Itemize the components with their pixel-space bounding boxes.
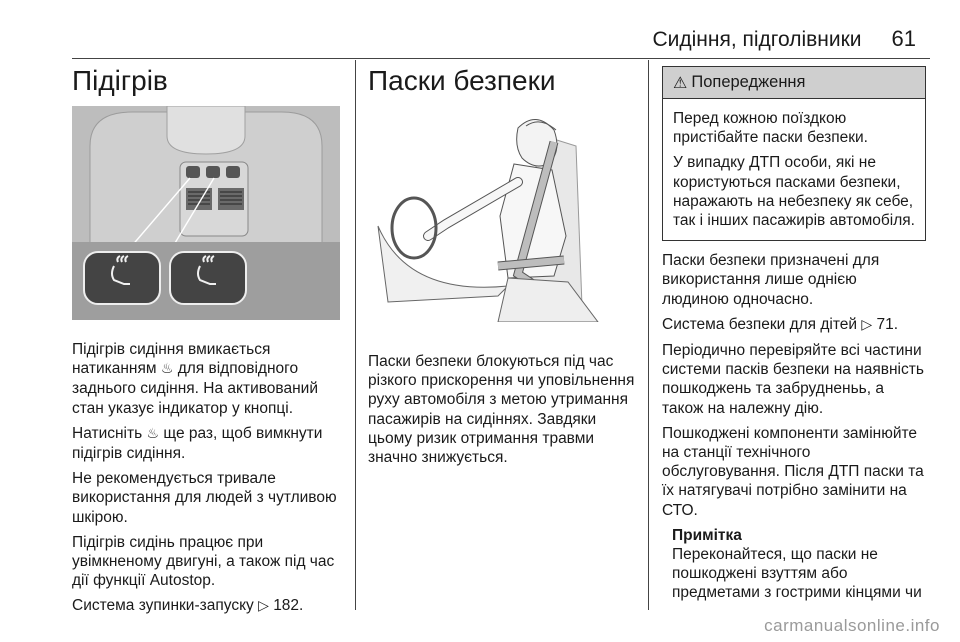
column-seat-belts (368, 60, 636, 473)
paragraph: Натисніть ♨ ще раз, щоб вимкнути підігрів сидіння. (72, 424, 323, 463)
paragraph: Система безпеки для дітей ▷ 71. (662, 315, 899, 333)
warning-title: Попередження (691, 73, 806, 91)
warning-triangle-icon: ⚠ (673, 73, 688, 92)
note-text: Переконайтеся, що паски не пошкоджені взуттям або предметами з гострими кінцями чи (672, 545, 922, 602)
section-title: Сидіння, підголівники (652, 28, 862, 51)
warning-header (663, 67, 925, 99)
paragraph: Пошкоджені компоненти замінюйте на станції технічного обслуговування. Після ДТП паски та їх натягувачі потрібно замінити на СТО. (662, 424, 924, 519)
column-warning (662, 60, 926, 602)
seat-heat-icon: ♨ (146, 425, 160, 442)
watermark: carmanualsonline.info (764, 616, 940, 635)
column-divider (355, 60, 356, 610)
column-heating (72, 60, 342, 623)
paragraph: Не рекомендується тривале використання для людей з чутливою шкірою. (72, 470, 337, 526)
heading-heating: Підігрів (72, 65, 168, 96)
warning-box (662, 66, 926, 241)
page-reference-icon: ▷ (258, 598, 269, 615)
warning-body (663, 99, 925, 240)
page-reference-icon: ▷ (861, 316, 873, 333)
paragraph: Паски безпеки блокуються під час різкого прискорення чи уповільнення руху автомобіля з метою утримання пасажирів на сидіннях. Завдяки цьому ризик отримання травми значно знижується. (368, 353, 635, 467)
rear-console-illustration (72, 106, 340, 320)
seat-belt-illustration (368, 106, 636, 322)
note-block (662, 526, 926, 603)
header-rule (72, 58, 930, 59)
note-title: Примітка (672, 526, 742, 544)
heading-seat-belts: Паски безпеки (368, 65, 556, 96)
paragraph: Підігрів сидінь працює при увімкненому двигуні, а також під час дії функції Autostop. (72, 533, 335, 590)
paragraph: Періодично перевіряйте всі частини системи пасків безпеки на наявність пошкоджень та забрудненьь, а також на належну дію. (662, 342, 924, 417)
paragraph: Перед кожною поїздкою пристібайте паски безпеки. (673, 110, 868, 147)
column-divider (648, 60, 649, 610)
page-number: 61 (891, 26, 916, 51)
paragraph: У випадку ДТП особи, які не користуються пасками безпеки, наражають на небезпеку як себе, так і інших пасажирів автомобіля. (673, 154, 915, 230)
seat-heat-icon: ♨ (160, 361, 174, 378)
paragraph: Паски безпеки призначені для використання лише однією людиною одночасно. (662, 252, 880, 308)
paragraph: Система зупинки-запуску ▷ 182. (72, 597, 304, 615)
running-head (560, 26, 916, 52)
paragraph: Підігрів сидіння вмикається натиканням ♨ для відповідного заднього сидіння. На активований стан указує індикатор у кнопці. (72, 341, 318, 417)
